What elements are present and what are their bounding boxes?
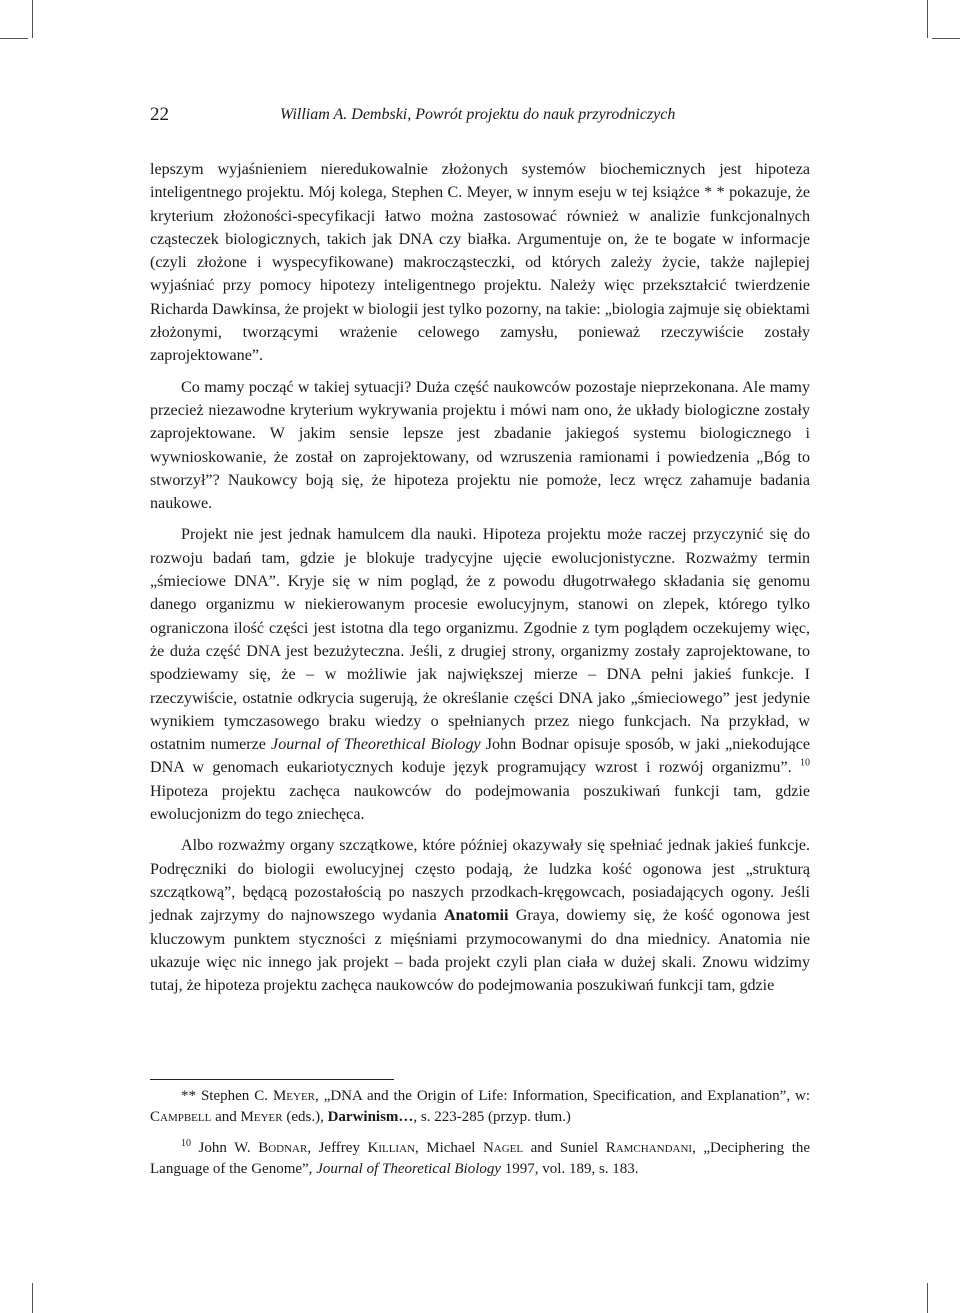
fn1-and: and [215, 1109, 237, 1125]
paragraph-3-text-a: Projekt nie jest jednak hamulcem dla nauki. Hipoteza projektu może raczej przyczynić się do rozwoju badań tam, gdzie je blokuje tradycyjne ujęcie ewolucjonistyczne. Rozważmy termin „śmieciowe DNA”. Kryje się w nim pogląd, że z powodu długotrwałego składania się genomu danego organizmu w niekierowanym procesie ewolucyjnym, stanowi on zlepek, którego tylko ograniczona ilość części jest istotna dla tego organizmu. Zgodnie z tym poglądem oczekujemy więc, że duża część DNA jest bezużyteczna. Jeśli, z drugiej strony, organizmy zostały zaprojektowane, to spodziewamy się, że – w możliwie jak największej mierze – DNA pełni jakieś funkcje. I rzeczywiście, ostatnie odkrycia sugerują, że określanie części DNA jako „śmieciowego” jest jedynie wynikiem tymczasowego braku wiedzy o spełnianych przez niego funkcjach. Na przykład, w ostatnim numerze [150, 526, 810, 754]
fn2-title: , „Deciphering the Language of the Genome”, [150, 1140, 811, 1177]
paragraph-3-text-c: Hipoteza projektu zachęca naukowców do podejmowania poszukiwań funkcji tam, gdzie ewolucjonizm do tego zniechęca. [150, 782, 810, 824]
paragraph-1: lepszym wyjaśnieniem nieredukowalnie złożonych systemów biochemicznych jest hipoteza inteligentnego projektu. Mój kolega, Stephen C. Meyer, w innym eseju w tej książce * * pokazuje, że kryterium złożoności-specyfikacji łatwo można zastosować również w analizie funkcjonalnych cząsteczek biologicznych, takich jak DNA czy białka. Argumentuje on, że te bogate w informacje (czyli złożone i wyspecyfikowane) makrocząsteczki, od których zależy życie, także najlepiej wyjaśniać przy pomocy hipotezy inteligentnego projektu. Należy więc przekształcić twierdzenie Richarda Dawkinsa, że projekt w biologii jest tylko pozorny, na takie: „biologia zajmuje się obiektami złożonymi, tworzącymi wrażenie celowego zamysłu, ponieważ rzeczywiście zostały zaprojektowane”. [150, 161, 810, 365]
fn2-author1-last: Bodnar [258, 1140, 308, 1156]
fn1-title: , „DNA and the Origin of Life: Information, Specification, and Explanation”, w: [315, 1088, 811, 1104]
journal-title: Journal of Theorethical Biology [271, 736, 481, 754]
footnote-10-marker: 10 [181, 1138, 191, 1149]
paragraph-3-text-b: John Bodnar opisuje sposób, w jaki „niekodujące DNA w genomach eukariotycznych koduje język programujący wzrost i rozwój organizmu”. [150, 736, 811, 777]
page-header [150, 104, 810, 134]
fn2-journal: Journal of Theoretical Biology [316, 1161, 502, 1177]
paragraph-2: Co mamy począć w takiej sytuacji? Duża część naukowców pozostaje nieprzekonana. Ale mamy przecież niezawodne kryterium wykrywania projektu i mówi nam ono, że układy biologiczne zostały zaprojektowane. W jakim sensie lepsze jest zbadanie jakiegoś systemu biologicznego i wywnioskowanie, że został on zaprojektowany, od wzruszenia ramionami i powiedzenia „Bóg to stworzył”? Naukowcy boją się, że hipoteza projektu nie pomoże, lecz wręcz zahamuje badania naukowe. [150, 378, 810, 513]
footnote-1 [150, 1086, 810, 1128]
footnote-1-marker: ** [181, 1088, 196, 1104]
fn1-editor-2: Meyer [240, 1109, 283, 1125]
crop-mark-top-left-vertical [32, 0, 33, 38]
paragraph-4 [150, 834, 810, 997]
crop-mark-top-left-horizontal [0, 38, 28, 39]
fn2-author1-first: John W. [198, 1140, 251, 1156]
fn2-rest: 1997, vol. 189, s. 183. [504, 1161, 639, 1177]
crop-mark-bottom-left-vertical [32, 1283, 33, 1313]
fn1-editor-1: Campbell [150, 1109, 212, 1125]
footnotes [150, 1086, 810, 1190]
fn2-author4-last: Ramchandani [605, 1140, 693, 1156]
footnote-10 [150, 1138, 810, 1180]
fn1-book: Darwinism… [327, 1109, 414, 1125]
fn1-pages: , s. 223-285 (przyp. tłum.) [413, 1109, 571, 1125]
fn2-sep1: , Jeffrey [307, 1140, 360, 1156]
running-title: William A. Dembski, Powrót projektu do nauk przyrodniczych [280, 106, 676, 123]
paragraph-3 [150, 523, 810, 826]
anatomy-book-title: Anatomii [444, 907, 509, 925]
crop-mark-top-right-vertical [927, 0, 928, 38]
paragraph-4-text-a: Albo rozważmy organy szczątkowe, które później okazywały się spełniać jednak jakieś funkcje. Podręczniki do biologii ewolucyjnej często podają, że ludzka kość ogonowa jest „strukturą szczątkową”, będącą pozostałością po naszych przodkach-kręgowcach, posiadających ogony. Jeśli jednak zajrzymy do najnowszego wydania [150, 837, 810, 925]
fn2-author3-last: Nagel [482, 1140, 524, 1156]
fn2-sep3: and Suniel [530, 1140, 599, 1156]
body-text [150, 158, 810, 1005]
footnote-ref-10[interactable]: 10 [800, 758, 810, 770]
footnote-divider [150, 1079, 394, 1080]
page-number: 22 [150, 104, 169, 125]
fn2-sep2: , Michael [414, 1140, 476, 1156]
fn1-author-last: Meyer [272, 1088, 315, 1104]
crop-mark-bottom-right-vertical [927, 1283, 928, 1313]
paragraph-4-text-b: Graya, dowiemy się, że kość ogonowa jest kluczowym punktem styczności z mięśniami przymocowanymi do dna miednicy. Anatomia nie ukazuje więc nic innego jak projekt – bada projekt czyli plan ciała w dużej skali. Znowu widzimy tutaj, że hipoteza projektu zachęca naukowców do podejmowania poszukiwań funkcji tam, gdzie [150, 907, 810, 995]
crop-mark-top-right-horizontal [932, 38, 960, 39]
fn1-author-first: Stephen C. [200, 1088, 268, 1104]
fn2-author2-last: Killian [367, 1140, 415, 1156]
fn1-eds: (eds.), [286, 1109, 324, 1125]
